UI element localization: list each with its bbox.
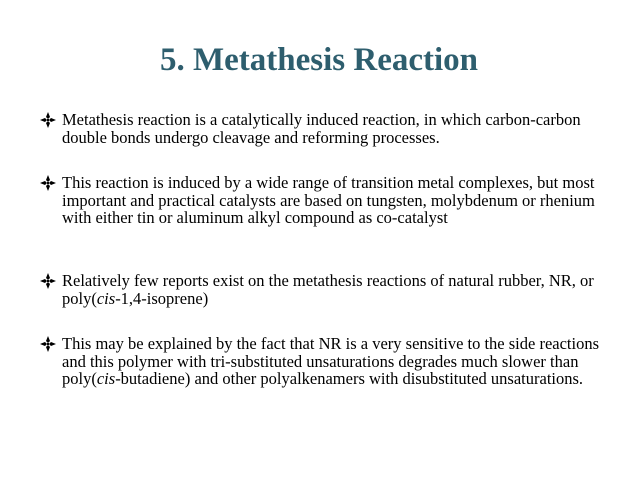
text-run: Metathesis reaction is a catalytically induced reaction, in which carbon-carbon double bonds undergo cleavage and reforming processes. (62, 110, 581, 147)
diamond-bullet-icon (40, 175, 60, 192)
text-run: This reaction is induced by a wide range of transition metal complexes, but most important and practical catalysts are based on tungsten, molybdenum or rhenium with either tin or aluminum alkyl compound as co-catalyst (62, 173, 595, 227)
slide-title: 5. Metathesis Reaction (159, 42, 478, 78)
italic-text: cis (96, 288, 116, 308)
bullet-text (60, 174, 615, 227)
bullet-item (40, 335, 615, 388)
bullet-item (40, 174, 615, 227)
text-run: Relatively few reports exist on the metathesis reactions of natural rubber, NR, or poly( (62, 271, 594, 308)
italic-text: cis (96, 369, 116, 388)
bullet-text (60, 272, 615, 307)
bullet-item (40, 111, 615, 146)
text-run: This may be explained by the fact that NR is a very sensitive to the side reactions and this polymer with tri-substituted unsaturations degrades much slower than poly( (62, 334, 600, 388)
bullet-text (60, 335, 615, 388)
text-run: -butadiene) and other polyalkenamers with disubstituted unsaturations. (115, 369, 584, 388)
diamond-bullet-icon (40, 273, 60, 290)
diamond-bullet-icon (40, 336, 60, 353)
bullet-item (40, 272, 615, 307)
bullet-text (60, 111, 615, 146)
diamond-bullet-icon (40, 112, 60, 129)
text-run: -1,4-isoprene) (115, 288, 209, 308)
